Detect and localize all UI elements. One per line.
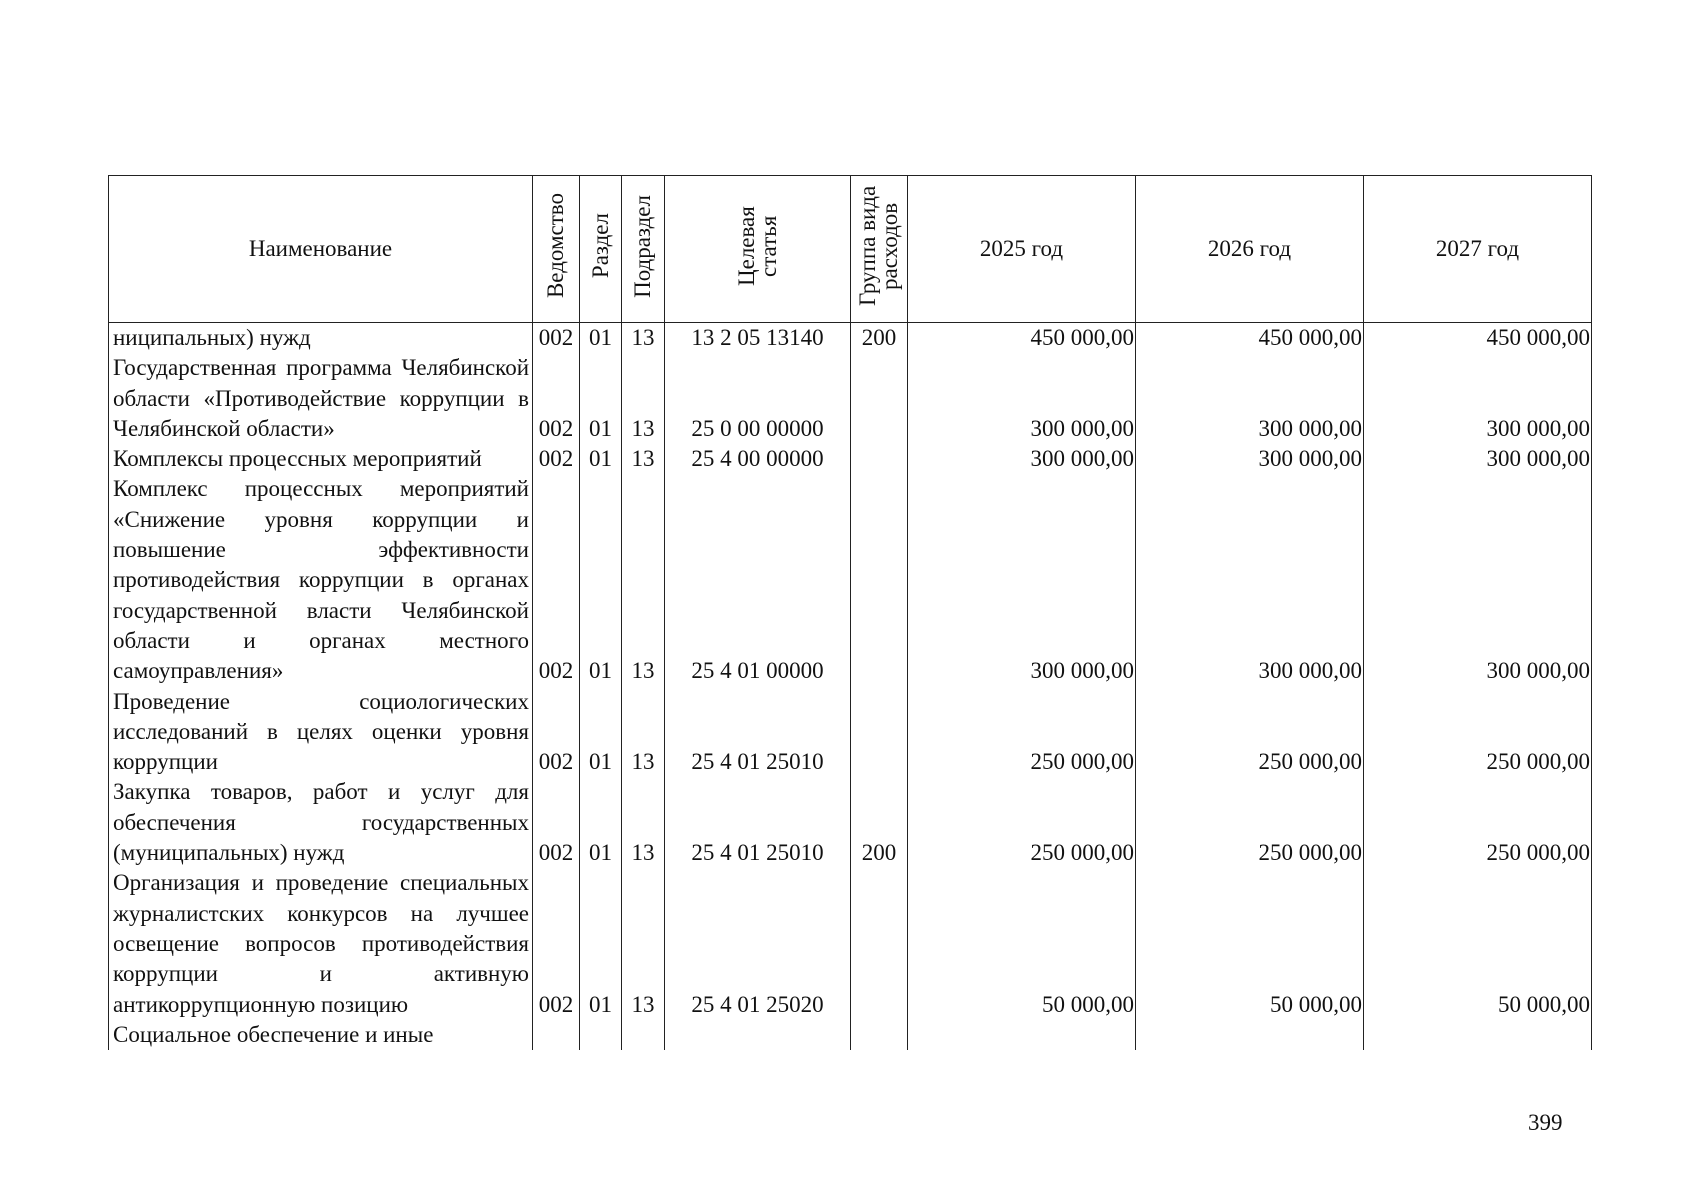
row-2025: 50 000,00 [908,868,1136,1019]
row-section: 01 [580,444,622,474]
row-expense-group: 200 [851,777,908,868]
row-department: 002 [533,444,580,474]
row-subsection: 13 [622,353,665,444]
row-department: 002 [533,687,580,778]
row-section: 01 [580,353,622,444]
row-name: Организация и проведение специальных журналистских конкурсов на лучшее освещение вопросов противодействия коррупции и активную антикоррупционную позицию [109,868,533,1019]
row-section: 01 [580,323,622,354]
row-2027: 300 000,00 [1364,444,1592,474]
table-row [109,687,1592,778]
budget-table [108,175,1592,1050]
header-section: Раздел [580,176,622,323]
table-row [109,444,1592,474]
row-department: 002 [533,353,580,444]
row-target-article: 25 4 01 25010 [665,777,851,868]
row-name: Комплекс процессных мероприятий «Снижение уровня коррупции и повышение эффективности противодействия коррупции в органах государственной власти Челябинской области и органах местного самоуправления» [109,474,533,686]
row-subsection: 13 [622,687,665,778]
row-2026 [1136,1020,1364,1050]
row-name: Социальное обеспечение и иные [109,1020,533,1050]
row-2026: 250 000,00 [1136,687,1364,778]
row-2027: 300 000,00 [1364,474,1592,686]
table-row [109,777,1592,868]
row-section: 01 [580,687,622,778]
row-name: Государственная программа Челябинской области «Противодействие коррупции в Челябинской области» [109,353,533,444]
header-2026: 2026 год [1136,176,1364,323]
row-department: 002 [533,474,580,686]
row-subsection: 13 [622,474,665,686]
table-header-row [109,176,1592,323]
table-row [109,868,1592,1019]
row-section: 01 [580,474,622,686]
row-target-article: 25 4 01 25020 [665,868,851,1019]
row-expense-group [851,1020,908,1050]
header-name: Наименование [109,176,533,323]
row-2026: 50 000,00 [1136,868,1364,1019]
row-section: 01 [580,868,622,1019]
row-2025 [908,1020,1136,1050]
row-target-article: 25 0 00 00000 [665,353,851,444]
row-subsection: 13 [622,444,665,474]
row-section [580,1020,622,1050]
row-expense-group [851,444,908,474]
row-department: 002 [533,868,580,1019]
row-2026: 450 000,00 [1136,323,1364,354]
header-expense-group: Группа вида расходов [851,176,908,323]
row-2027 [1364,1020,1592,1050]
header-2027: 2027 год [1364,176,1592,323]
row-subsection [622,1020,665,1050]
table-row [109,474,1592,686]
row-name: Закупка товаров, работ и услуг для обеспечения государственных (муниципальных) нужд [109,777,533,868]
row-expense-group [851,353,908,444]
header-department: Ведомство [533,176,580,323]
row-2027: 450 000,00 [1364,323,1592,354]
header-2025: 2025 год [908,176,1136,323]
row-section: 01 [580,777,622,868]
row-2025: 250 000,00 [908,777,1136,868]
row-target-article: 25 4 00 00000 [665,444,851,474]
header-subsection: Подраздел [622,176,665,323]
row-2027: 300 000,00 [1364,353,1592,444]
table-row [109,1020,1592,1050]
row-expense-group [851,868,908,1019]
row-2025: 300 000,00 [908,474,1136,686]
row-name: Комплексы процессных мероприятий [109,444,533,474]
row-name: ниципальных) нужд [109,323,533,354]
row-subsection: 13 [622,323,665,354]
header-target-article: Целевая статья [665,176,851,323]
row-2026: 300 000,00 [1136,444,1364,474]
row-subsection: 13 [622,777,665,868]
row-2025: 250 000,00 [908,687,1136,778]
row-2027: 250 000,00 [1364,777,1592,868]
row-expense-group [851,687,908,778]
row-expense-group: 200 [851,323,908,354]
row-2025: 450 000,00 [908,323,1136,354]
row-2025: 300 000,00 [908,353,1136,444]
row-2026: 250 000,00 [1136,777,1364,868]
row-2025: 300 000,00 [908,444,1136,474]
row-2026: 300 000,00 [1136,353,1364,444]
row-department: 002 [533,323,580,354]
row-target-article: 13 2 05 13140 [665,323,851,354]
row-target-article [665,1020,851,1050]
row-expense-group [851,474,908,686]
row-2027: 50 000,00 [1364,868,1592,1019]
table-row [109,323,1592,354]
row-department [533,1020,580,1050]
row-department: 002 [533,777,580,868]
row-2027: 250 000,00 [1364,687,1592,778]
row-target-article: 25 4 01 00000 [665,474,851,686]
page-number: 399 [1528,1110,1563,1135]
table-row [109,353,1592,444]
row-subsection: 13 [622,868,665,1019]
row-name: Проведение социологических исследований в целях оценки уровня коррупции [109,687,533,778]
row-2026: 300 000,00 [1136,474,1364,686]
row-target-article: 25 4 01 25010 [665,687,851,778]
